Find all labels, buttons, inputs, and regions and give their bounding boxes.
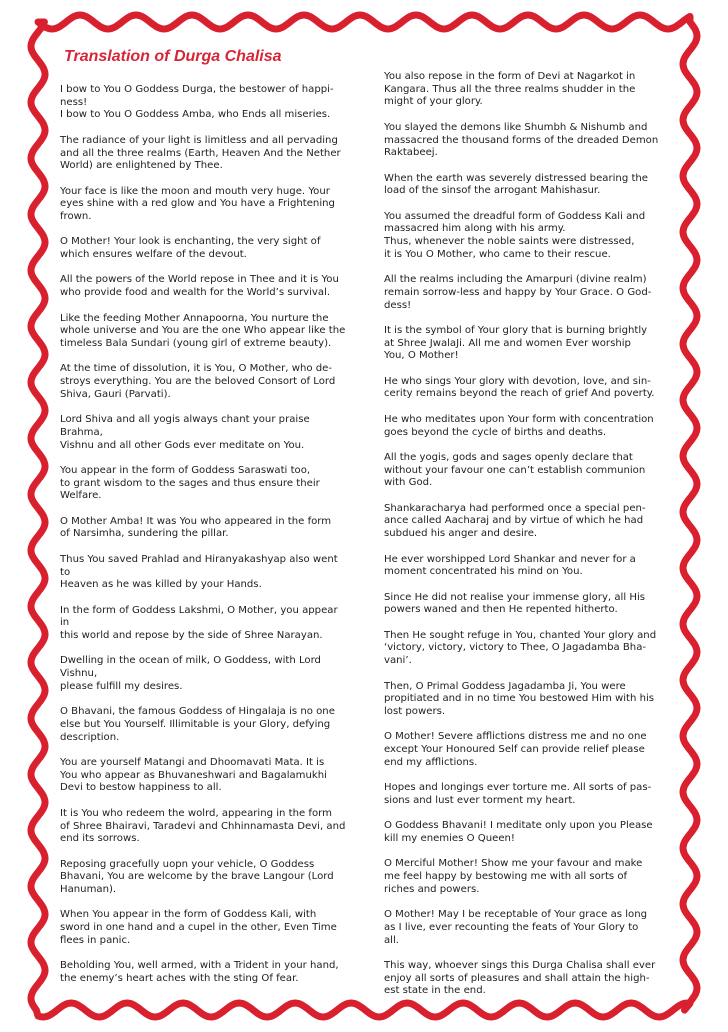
verse-paragraph: He ever worshipped Lord Shankar and never for a moment concentrated his mind on You. <box>384 553 636 578</box>
verse-paragraph: You also repose in the form of Devi at Nagarkot in Kangara. Thus all the three realms shudder in the might of your glory. <box>384 71 636 108</box>
verse-paragraph: Shankaracharya had performed once a special pen- ance called Aacharaj and by virtue of which he had subdued his anger and desire. <box>384 502 646 540</box>
verse-paragraph: Dwelling in the ocean of milk, O Goddess, with Lord Vishnu, please fulfill my desires. <box>60 655 321 692</box>
verse-paragraph: O Merciful Mother! Show me your favour and make me feel happy by bestowing me with all sorts of riches and powers. <box>384 858 643 895</box>
verse-paragraph: Lord Shiva and all yogis always chant your praise Brahma, Vishnu and all other Gods ever meditate on You. <box>60 414 310 451</box>
left-column <box>60 84 364 998</box>
verse-paragraph: When the earth was severely distressed bearing the load of the sinsof the arrogant Mahishasur. <box>384 172 649 197</box>
verse-paragraph: Then, O Primal Goddess Jagadamba Ji, You were propitiated and in no time You bestowed Him with his lost powers. <box>384 680 655 717</box>
verse-paragraph: All the yogis, gods and sages openly declare that without your favour one can’t establish communion with God. <box>384 451 646 489</box>
verse-paragraph: All the powers of the World repose in Thee and it is You who provide food and wealth for the World’s survival. <box>60 274 339 299</box>
verse-paragraph: O Bhavani, the famous Goddess of Hingalaja is no one else but You Yourself. Illimitable is your Glory, defying description. <box>60 706 335 743</box>
verse-paragraph: The radiance of your light is limitless and all pervading and all the three realms (Earth, Heaven And the Nether World) are enlightened by Thee. <box>60 134 341 172</box>
verse-paragraph: You are yourself Matangi and Dhoomavati Mata. It is You who appear as Bhuvaneshwari and Bagalamukhi Devi to bestow happiness to all. <box>60 757 327 794</box>
verse-paragraph: Since He did not realise your immense glory, all His powers waned and then He repented hitherto. <box>384 591 646 616</box>
verse-paragraph: This way, whoever sings this Durga Chalisa shall ever enjoy all sorts of pleasures and shall attain the high- est state in the end. <box>384 959 656 997</box>
right-column <box>384 71 670 1011</box>
verse-paragraph: O Mother! Your look is enchanting, the very sight of which ensures welfare of the devout. <box>60 236 321 261</box>
verse-paragraph: O Mother! May I be receptable of Your grace as long as I live, ever recounting the feats of Your Glory to all. <box>384 909 648 946</box>
verse-paragraph: I bow to You O Goddess Durga, the bestower of happi- ness! I bow to You O Goddess Amba, who Ends all miseries. <box>60 84 334 121</box>
verse-paragraph: Reposing gracefully uopn your vehicle, O Goddess Bhavani, You are welcome by the brave Langour (Lord Hanuman). <box>60 858 334 896</box>
verse-paragraph: At the time of dissolution, it is You, O Mother, who de- stroys everything. You are the beloved Consort of Lord Shiva, Gauri (Parvati). <box>60 363 336 400</box>
verse-paragraph: He who meditates upon Your form with concentration goes beyond the cycle of births and deaths. <box>384 413 654 438</box>
verse-paragraph: Hopes and longings ever torture me. All sorts of pas- sions and lust ever torment my heart. <box>384 782 652 806</box>
verse-paragraph: Your face is like the moon and mouth very huge. Your eyes shine with a red glow and You have a Frightening frown. <box>60 185 335 222</box>
verse-paragraph: In the form of Goddess Lakshmi, O Mother, you appear in this world and repose by the side of Shree Narayan. <box>60 604 338 642</box>
verse-paragraph: You assumed the dreadful form of Goddess Kali and massacred him along with his army. Thus, whenever the noble saints were distressed, it is You O Mother, who came to their rescue. <box>384 210 646 260</box>
verse-paragraph: O Mother! Severe afflictions distress me and no one except Your Honoured Self can provide relief please end my afflictions. <box>384 731 647 768</box>
verse-paragraph: When You appear in the form of Goddess Kali, with sword in one hand and a cupel in the other, Even Time flees in panic. <box>60 909 337 946</box>
verse-paragraph: It is the symbol of Your glory that is burning brightly at Shree JwalaJi. All me and women Ever worship You, O Mother! <box>384 324 648 362</box>
verse-paragraph: It is You who redeem the wolrd, appearing in the form of Shree Bhairavi, Taradevi and Chhinnamasta Devi, and end its sorrows. <box>60 807 346 845</box>
verse-paragraph: Like the feeding Mother Annapoorna, You nurture the whole universe and You are the one Who appear like the timeless Bala Sundari (young girl of extreme beauty). <box>60 312 346 349</box>
verse-paragraph: Beholding You, well armed, with a Trident in your hand, the enemy’s heart aches with the sting Of fear. <box>60 960 339 984</box>
verse-paragraph: O Mother Amba! It was You who appeared in the form of Narsimha, sundering the pillar. <box>60 515 332 540</box>
verse-paragraph: Thus You saved Prahlad and Hiranyakashyap also went to Heaven as he was killed by your Hands. <box>60 553 338 591</box>
verse-paragraph: You slayed the demons like Shumbh & Nishumb and massacred the thousand forms of the dreaded Demon Raktabeej. <box>384 121 659 159</box>
verse-paragraph: You appear in the form of Goddess Saraswati too, to grant wisdom to the sages and thus ensure their Welfare. <box>60 464 320 502</box>
page-title: Translation of Durga Chalisa <box>64 48 282 65</box>
verse-paragraph: O Goddess Bhavani! I meditate only upon you Please kill my enemies O Queen! <box>384 820 653 844</box>
verse-paragraph: All the realms including the Amarpuri (divine realm) remain sorrow-less and happy by Your Grace. O God- dess! <box>384 274 652 311</box>
verse-paragraph: Then He sought refuge in You, chanted Your glory and ‘victory, victory, victory to Thee, O Jagadamba Bha- vani’. <box>384 629 657 667</box>
verse-paragraph: He who sings Your glory with devotion, love, and sin- cerity remains beyond the reach of grief And poverty. <box>384 375 655 400</box>
